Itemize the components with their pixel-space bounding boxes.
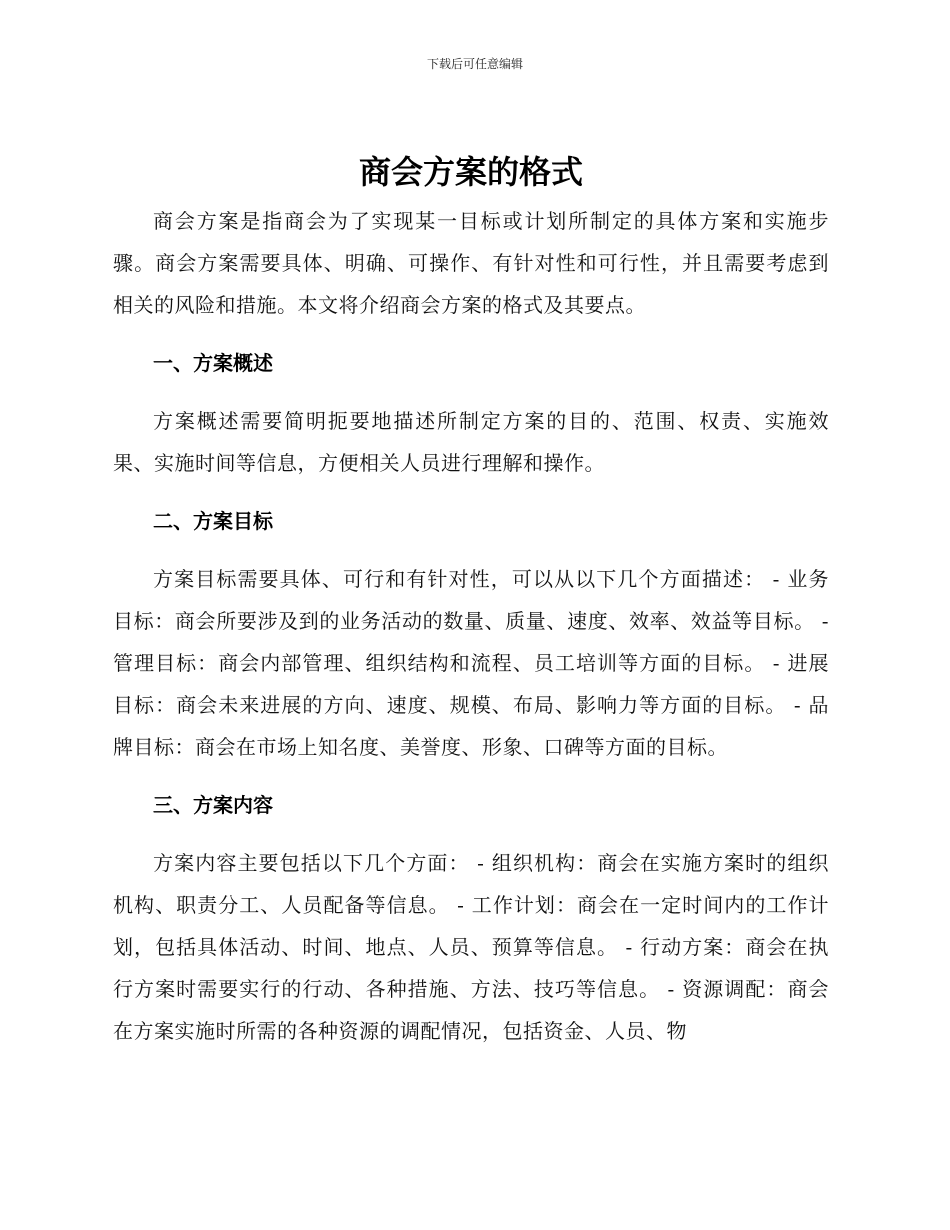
section-body-overview: 方案概述需要简明扼要地描述所制定方案的目的、范围、权责、实施效果、实施时间等信息，方便相关人员进行理解和操作。 <box>113 409 829 475</box>
section-heading-overview: 一、方案概述 <box>153 351 273 375</box>
section-body-goals: 方案目标需要具体、可行和有针对性，可以从以下几个方面描述： - 业务目标：商会所要涉及到的业务活动的数量、质量、速度、效率、效益等目标。 - 管理目标：商会内部管理、组织结构和流程、员工培训等方面的目标。 - 进展目标：商会未来进展的方向、速度、规模、布局、影响力等方面的目标。 - 品牌目标：商会在市场上知名度、美誉度、形象、口碑等方面的目标。 <box>113 567 829 759</box>
section-body-content: 方案内容主要包括以下几个方面： - 组织机构：商会在实施方案时的组织机构、职责分工、人员配备等信息。 - 工作计划：商会在一定时间内的工作计划，包括具体活动、时间、地点、人员、预算等信息。 - 行动方案：商会在执行方案时需要实行的行动、各种措施、方法、技巧等信息。 - 资源调配：商会在方案实施时所需的各种资源的调配情况，包括资金、人员、物 <box>113 851 829 1043</box>
document-content <box>113 150 829 1052</box>
header-note: 下载后可任意编辑 <box>426 57 523 71</box>
section-heading-content: 三、方案内容 <box>153 793 273 817</box>
document-title: 商会方案的格式 <box>358 153 583 191</box>
intro-paragraph: 商会方案是指商会为了实现某一目标或计划所制定的具体方案和实施步骤。商会方案需要具体、明确、可操作、有针对性和可行性，并且需要考虑到相关的风险和措施。本文将介绍商会方案的格式及其要点。 <box>113 209 829 317</box>
section-heading-goals: 二、方案目标 <box>153 509 273 533</box>
